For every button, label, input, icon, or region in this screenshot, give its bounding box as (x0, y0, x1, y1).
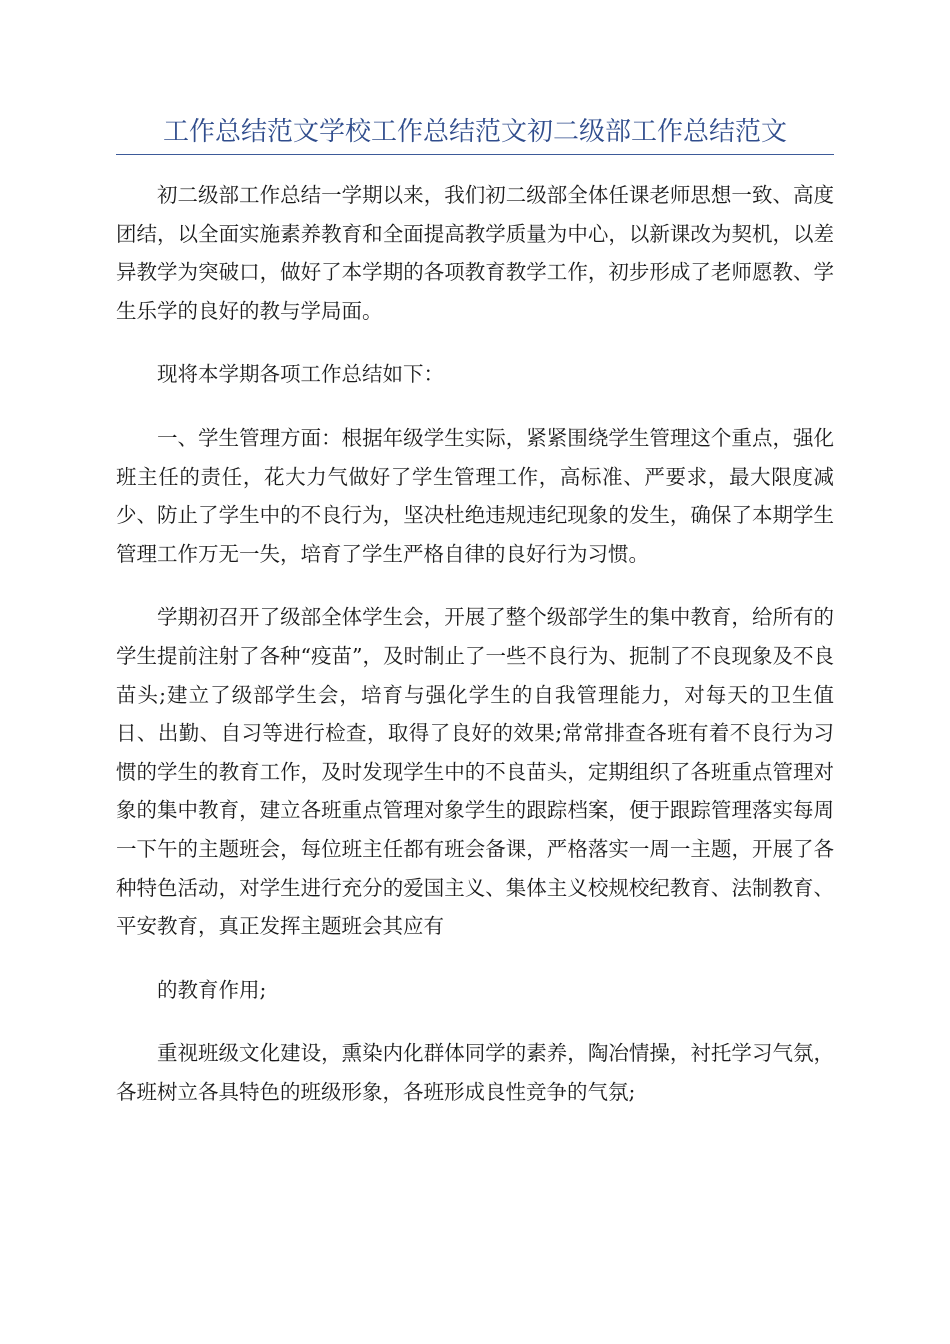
document-body (116, 176, 834, 1136)
title-container (116, 112, 834, 152)
paragraph-student-management: 一、学生管理方面：根据年级学生实际，紧紧围绕学生管理这个重点，强化班主任的责任，花大力气做好了学生管理工作，高标准、严要求，最大限度减少、防止了学生中的不良行为，坚决杜绝违规违纪现象的发生，确保了本期学生管理工作万无一失，培育了学生严格自律的良好行为习惯。 (116, 425, 834, 566)
paragraph-class-culture: 重视班级文化建设，熏染内化群体同学的素养，陶冶情操，衬托学习气氛，各班树立各具特色的班级形象，各班形成良性竞争的气氛; (116, 1041, 834, 1104)
paragraph-educational-role: 的教育作用; (157, 977, 267, 1002)
title-underline (116, 154, 834, 155)
paragraph-semester-start: 学期初召开了级部全体学生会，开展了整个级部学生的集中教育，给所有的学生提前注射了各种“疫苗”，及时制止了一些不良行为、扼制了不良现象及不良苗头;建立了级部学生会，培育与强化学生的自我管理能力，对每天的卫生值日、出勤、自习等进行检查，取得了良好的效果;常常排查各班有着不良行为习惯的学生的教育工作，及时发现学生中的不良苗头，定期组织了各班重点管理对象的集中教育，建立各班重点管理对象学生的跟踪档案，便于跟踪管理落实每周一下午的主题班会，每位班主任都有班会备课，严格落实一周一主题，开展了各种特色活动，对学生进行充分的爱国主义、集体主义校规校纪教育、法制教育、平安教育，真正发挥主题班会其应有 (116, 605, 834, 939)
paragraph-intro: 初二级部工作总结一学期以来，我们初二级部全体任课老师思想一致、高度团结，以全面实施素养教育和全面提高教学质量为中心，以新课改为契机，以差异教学为突破口，做好了本学期的各项教育教学工作，初步形成了老师愿教、学生乐学的良好的教与学局面。 (116, 183, 834, 323)
paragraph-summary-lead: 现将本学期各项工作总结如下： (157, 362, 444, 387)
document-title: 工作总结范文学校工作总结范文初二级部工作总结范文 (162, 117, 787, 147)
